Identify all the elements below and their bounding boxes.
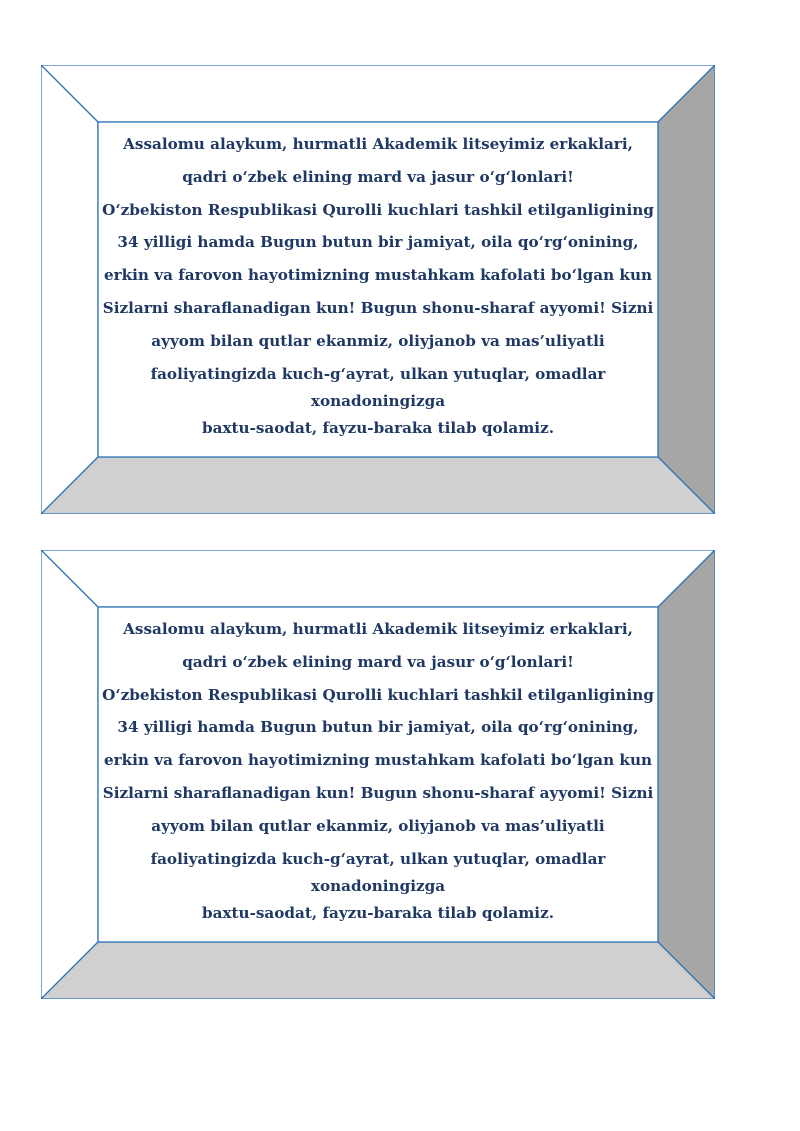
greeting-line: xonadoningizga (310, 877, 446, 896)
greeting-frame-1 (41, 65, 715, 514)
greeting-line: ayyom bilan qutlar ekanmiz, oliyjanob va mas’uliyatli (151, 816, 605, 835)
greeting-line: faoliyatingizda kuch-g‘ayrat, ulkan yutuqlar, omadlar (150, 364, 606, 383)
greeting-line: Sizlarni sharaflanadigan kun! Bugun shonu-sharaf ayyomi! Sizni (102, 298, 654, 317)
greeting-frame-2 (41, 550, 715, 999)
greeting-text-1 (98, 122, 658, 457)
greeting-line: ayyom bilan qutlar ekanmiz, oliyjanob va mas’uliyatli (151, 331, 605, 350)
greeting-line: baxtu-saodat, fayzu-baraka tilab qolamiz. (202, 904, 554, 923)
greeting-line: 34 yilligi hamda Bugun butun bir jamiyat, oila qo‘rg‘onining, (117, 233, 639, 252)
greeting-line: erkin va farovon hayotimizning mustahkam kafolati bo‘lgan kun (103, 266, 653, 285)
greeting-line: O‘zbekiston Respublikasi Qurolli kuchlari tashkil etilganligining (102, 200, 654, 219)
greeting-line: 34 yilligi hamda Bugun butun bir jamiyat, oila qo‘rg‘onining, (117, 718, 639, 737)
greeting-line: baxtu-saodat, fayzu-baraka tilab qolamiz. (202, 419, 554, 438)
greeting-line: qadri o‘zbek elining mard va jasur o‘g‘lonlari! (182, 652, 574, 671)
greeting-line: O‘zbekiston Respublikasi Qurolli kuchlari tashkil etilganligining (102, 685, 654, 704)
greeting-line: qadri o‘zbek elining mard va jasur o‘g‘lonlari! (182, 167, 574, 186)
greeting-line: faoliyatingizda kuch-g‘ayrat, ulkan yutuqlar, omadlar (150, 849, 606, 868)
greeting-text-2 (98, 607, 658, 942)
greeting-line: Assalomu alaykum, hurmatli Akademik litseyimiz erkaklari, (123, 135, 633, 153)
greeting-line: xonadoningizga (310, 392, 446, 411)
greeting-line: erkin va farovon hayotimizning mustahkam kafolati bo‘lgan kun (103, 751, 653, 770)
greeting-line: Sizlarni sharaflanadigan kun! Bugun shonu-sharaf ayyomi! Sizni (102, 783, 654, 802)
greeting-line: Assalomu alaykum, hurmatli Akademik litseyimiz erkaklari, (123, 620, 633, 638)
